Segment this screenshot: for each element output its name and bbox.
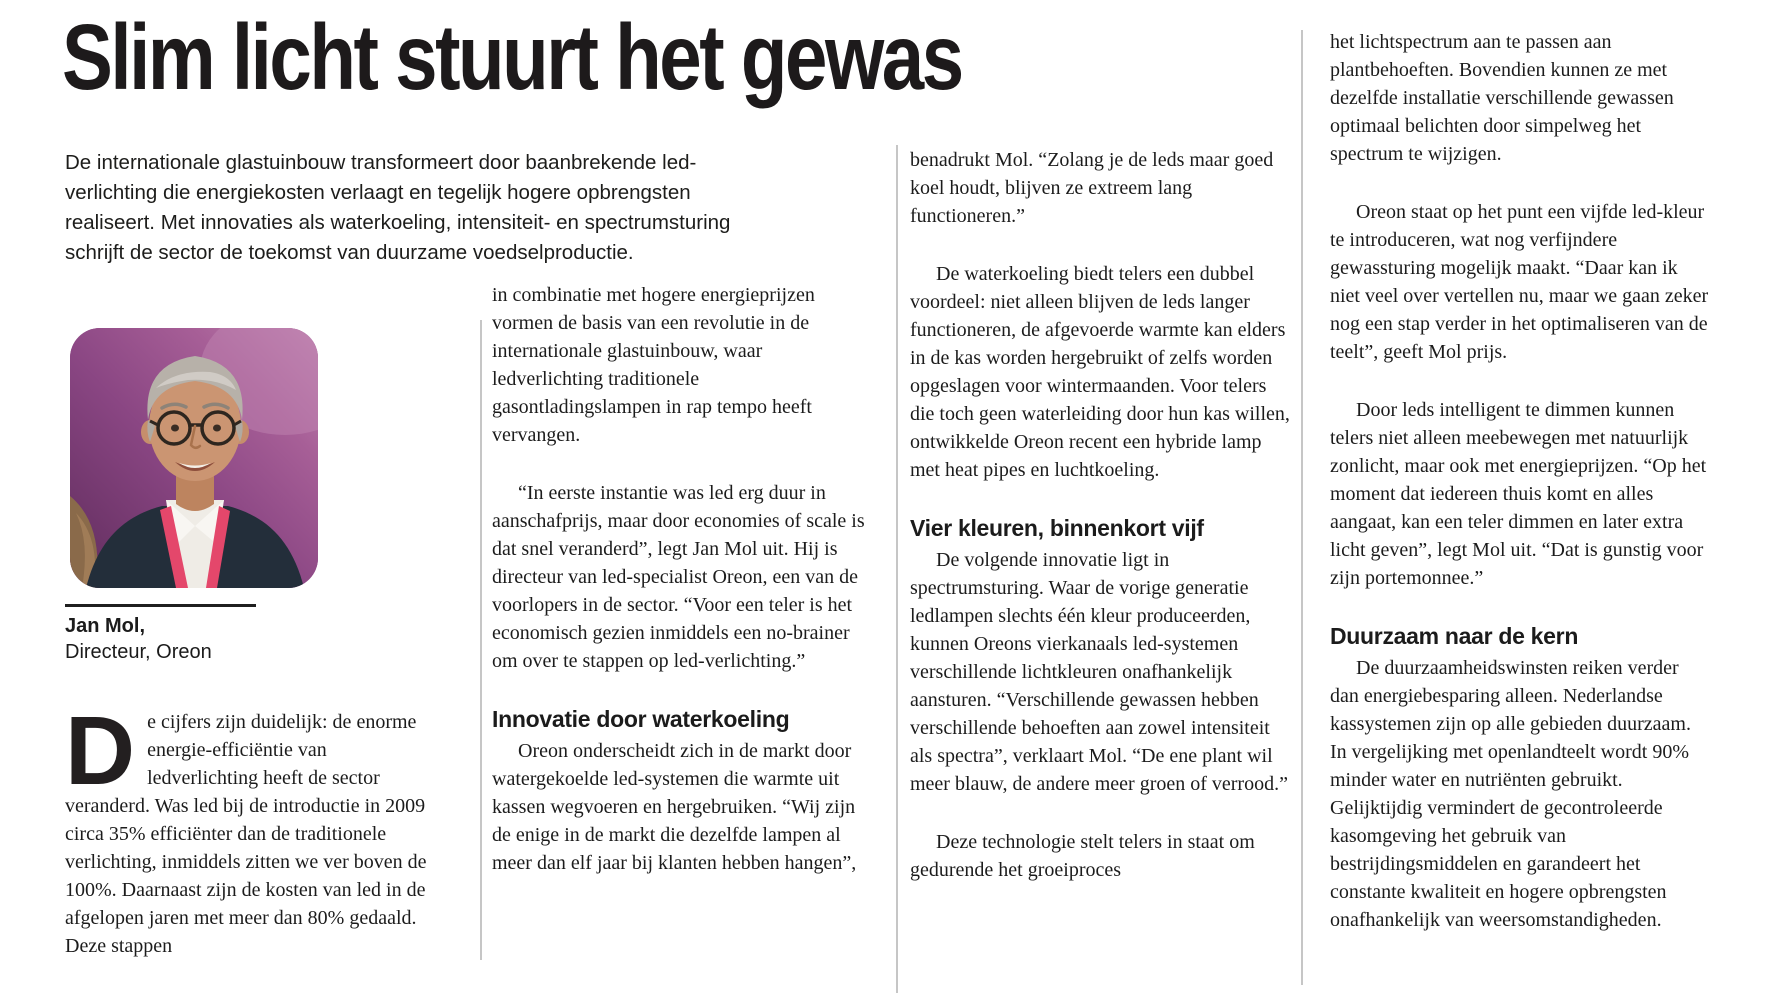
- body-paragraph: in combinatie met hogere energieprijzen vormen de basis van een revolutie in de internationale glastuinbouw, waar ledverlichting traditionele gasontladingslampen in rap tempo heeft vervangen.: [492, 284, 815, 446]
- column-4: [1330, 28, 1712, 934]
- caption-role: Directeur, Oreon: [65, 641, 212, 663]
- intro-paragraph: De internationale glastuinbouw transformeert door baanbrekende led-verlichting die energiekosten verlaagt en tegelijk hogere opbrengsten realiseert. Met innovaties als waterkoeling, intensiteit- en spectrumsturing schrijft de sector de toekomst van duurzame voedselproductie.: [65, 151, 731, 264]
- body-paragraph: De volgende innovatie ligt in spectrumsturing. Waar de vorige generatie ledlampen slechts één kleur produceerden, kunnen Oreons vierkanaals led-systemen verschillende lichtkleuren onafhankelijk aansturen. “Verschillende gewassen hebben verschillende behoeften aan zowel intensiteit als spectra”, verklaart Mol. “De ene plant wil meer blauw, de andere meer groen of verrood.”: [910, 549, 1288, 795]
- body-paragraph: [65, 696, 437, 960]
- body-paragraph: Deze technologie stelt telers in staat om gedurende het groeiproces: [910, 831, 1255, 881]
- column-2: [492, 281, 872, 877]
- section-heading-duurzaam: Duurzaam naar de kern: [1330, 623, 1579, 649]
- eye-right: [213, 425, 221, 432]
- body-paragraph: Oreon staat op het punt een vijfde led-kleur te introduceren, wat nog verfijndere gewassturing mogelijk maakt. “Daar kan ik niet veel over vertellen nu, maar we gaan zeker nog een stap verder in het optimaliseren van de teelt”, geeft Mol prijs.: [1330, 201, 1709, 363]
- portrait-photo: [70, 328, 318, 588]
- paragraph-text: e cijfers zijn duidelijk: de enorme energie-efficiëntie van ledverlichting heeft de sector veranderd. Was led bij de introductie in 2009 circa 35% efficiënter dan de traditionele verlichting, inmiddels zitten we ver boven de 100%. Daarnaast zijn de kosten van led in de afgelopen jaren met meer dan 80% gedaald. Deze stappen: [65, 711, 427, 957]
- column-divider-1: [480, 320, 482, 960]
- caption-divider: [65, 604, 256, 607]
- body-paragraph: Door leds intelligent te dimmen kunnen telers niet alleen meebewegen met natuurlijk zonlicht, maar ook met energieprijzen. “Op het moment dat iedereen thuis komt en alles aangaat, kan een teler dimmen en later extra licht geven”, legt Mol uit. “Dat is gunstig voor zijn portemonnee.”: [1330, 399, 1707, 589]
- section-heading-kleuren: Vier kleuren, binnenkort vijf: [910, 515, 1204, 541]
- body-paragraph: benadrukt Mol. “Zolang je de leds maar goed koel houdt, blijven ze extreem lang functioneren.”: [910, 149, 1274, 227]
- body-paragraph: het lichtspectrum aan te passen aan plantbehoeften. Bovendien kunnen ze met dezelfde installatie verschillende gewassen optimaal belichten door simpelweg het spectrum te wijzigen.: [1330, 31, 1674, 165]
- portrait-illustration: [70, 328, 318, 588]
- column-3: [910, 146, 1292, 884]
- body-paragraph: “In eerste instantie was led erg duur in aanschafprijs, maar door economies of scale is dat snel veranderd”, legt Jan Mol uit. Hij is directeur van led-specialist Oreon, een van de voorlopers in de sector. “Voor een teler is het economisch gezien inmiddels een no-brainer om over te stappen op led-verlichting.”: [492, 482, 865, 672]
- body-paragraph: Oreon onderscheidt zich in de markt door watergekoelde led-systemen die warmte uit kassen wegvoeren en hergebruiken. “Wij zijn de enige in de markt die dezelfde lampen al meer dan elf jaar bij klanten hebben hangen”,: [492, 740, 857, 874]
- body-paragraph: De duurzaamheidswinsten reiken verder dan energiebesparing alleen. Nederlandse kassystemen zijn op alle gebieden duurzaam. In vergelijking met openlandteelt wordt 90% minder water en nutriënten gebruikt. Gelijktijdig vermindert de gecontroleerde kasomgeving het gebruik van bestrijdingsmiddelen en garandeert het constante kwaliteit en hogere opbrengsten onafhankelijk van weersomstandigheden.: [1330, 657, 1691, 931]
- column-divider-3: [1301, 30, 1303, 985]
- eye-left: [171, 425, 179, 432]
- column-divider-2: [896, 145, 898, 993]
- drop-cap: D: [65, 696, 136, 805]
- caption-name: Jan Mol,: [65, 615, 146, 637]
- column-1: [65, 696, 437, 960]
- page-title: Slim licht stuurt het gewas: [62, 5, 962, 109]
- body-paragraph: De waterkoeling biedt telers een dubbel voordeel: niet alleen blijven de leds langer functioneren, de afgevoerde warmte kan elders in de kas worden hergebruikt of zelfs worden opgeslagen voor wintermaanden. Voor telers die toch geen waterleiding door hun kas willen, ontwikkelde Oreon recent een hybride lamp met heat pipes en luchtkoeling.: [910, 263, 1290, 481]
- section-heading-waterkoeling: Innovatie door waterkoeling: [492, 706, 790, 732]
